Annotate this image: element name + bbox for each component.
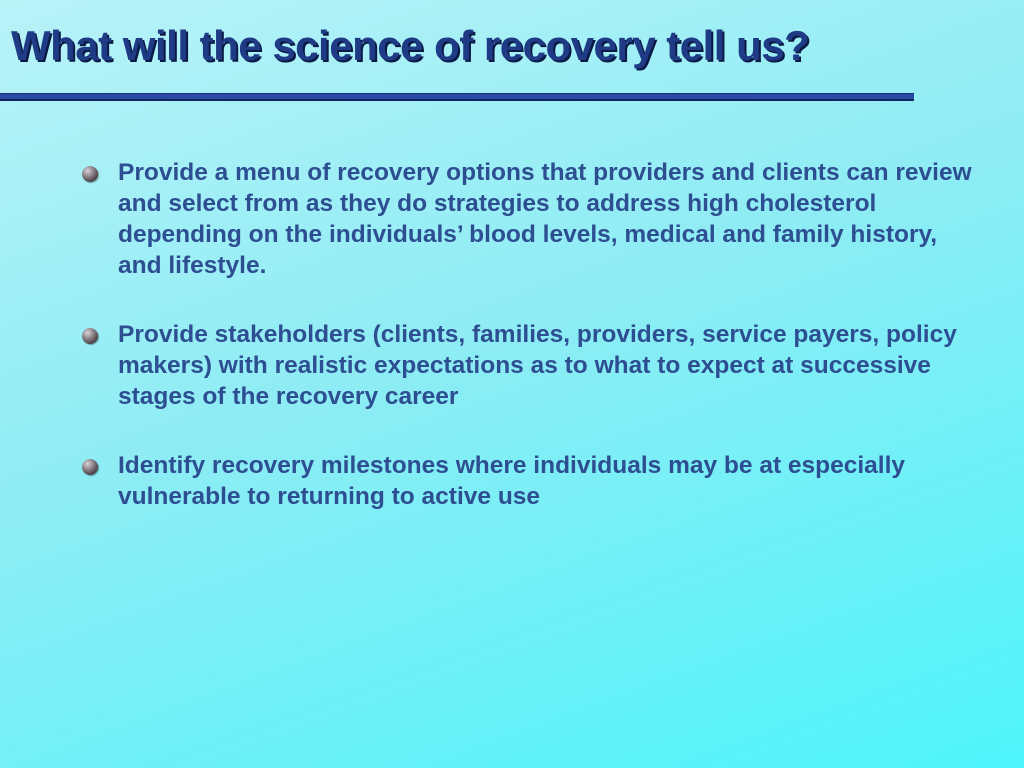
bullet-list [82, 157, 972, 550]
bullet-text: Provide stakeholders (clients, families, providers, service payers, policy makers) with realistic expectations as to what to expect at successive stages of the recovery career [118, 321, 957, 410]
bullet-item [82, 319, 972, 412]
title-underline-rule [0, 93, 914, 101]
bullet-text: Identify recovery milestones where individuals may be at especially vulnerable to returning to active use [118, 452, 906, 510]
sphere-bullet-icon [82, 166, 98, 182]
sphere-bullet-icon [82, 328, 98, 344]
slide-title: What will the science of recovery tell us? [11, 22, 810, 69]
sphere-bullet-icon [82, 459, 98, 475]
bullet-item [82, 157, 972, 281]
bullet-item [82, 450, 972, 512]
bullet-text: Provide a menu of recovery options that providers and clients can review and select from as they do strategies to address high cholesterol depending on the individuals’ blood levels, medical and family history, and lifestyle. [118, 159, 972, 279]
